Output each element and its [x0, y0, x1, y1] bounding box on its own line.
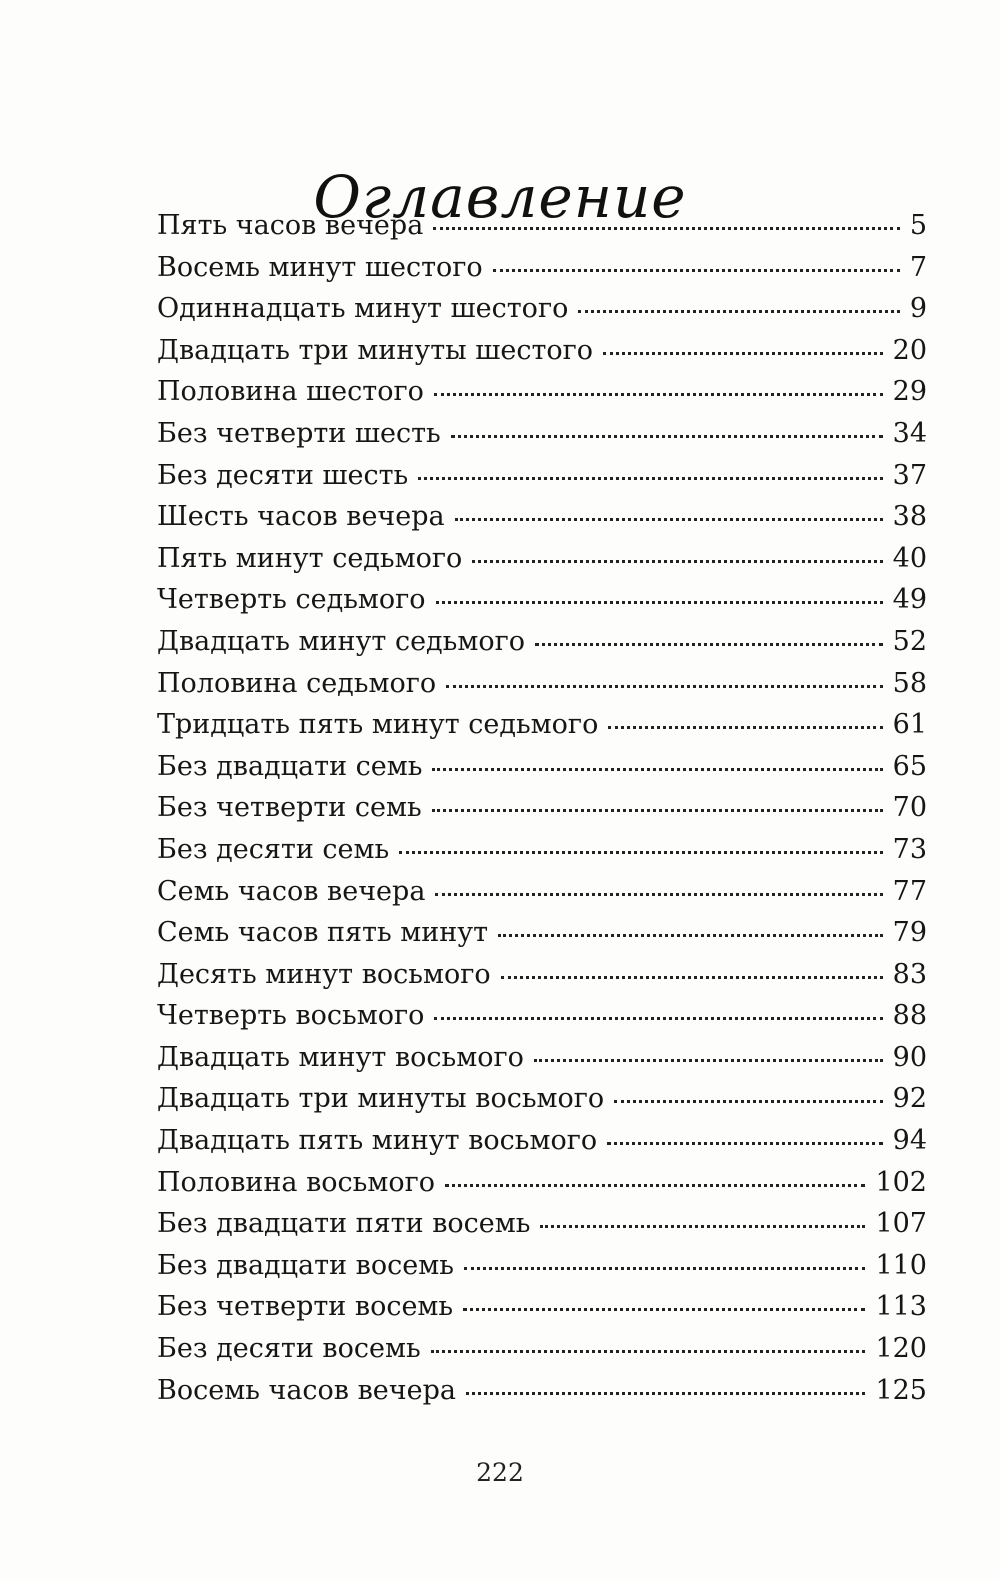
dot-leader	[418, 477, 882, 480]
dot-leader	[451, 435, 883, 438]
toc-entry-title: Четверть седьмого	[157, 584, 426, 616]
toc-entry	[157, 746, 927, 788]
toc-entry-page: 77	[892, 875, 927, 907]
toc-entry	[157, 579, 927, 621]
page-title: Оглавление	[313, 162, 687, 231]
toc-entry-page: 125	[875, 1374, 927, 1406]
dot-leader	[455, 518, 883, 521]
toc-entry-page: 94	[892, 1125, 927, 1157]
toc-entry	[157, 1037, 927, 1079]
toc-entry-title: Без четверти семь	[157, 792, 422, 824]
toc-entry-title: Восемь минут шестого	[157, 251, 483, 283]
toc-entry-page: 79	[892, 917, 927, 949]
toc-entry-page: 90	[892, 1041, 927, 1073]
toc-entry-title: Половина седьмого	[157, 667, 437, 699]
dot-leader	[608, 726, 882, 729]
toc-entry	[157, 1203, 927, 1245]
table-of-contents	[157, 205, 927, 1411]
toc-entry-page: 102	[875, 1166, 927, 1198]
toc-entry-title: Семь часов пять минут	[157, 917, 489, 949]
toc-entry-page: 107	[875, 1208, 927, 1240]
toc-entry-title: Пять часов вечера	[157, 210, 424, 241]
dot-leader	[446, 685, 882, 688]
toc-entry	[157, 205, 927, 247]
toc-entry-page: 20	[892, 334, 927, 366]
toc-entry-title: Двадцать три минуты шестого	[157, 334, 594, 366]
dot-leader	[431, 1350, 866, 1353]
toc-entry-page: 88	[892, 1000, 927, 1032]
toc-entry	[157, 912, 927, 954]
dot-leader	[578, 310, 899, 313]
dot-leader	[433, 227, 900, 230]
toc-entry	[157, 995, 927, 1037]
toc-entry-title: Без четверти восемь	[157, 1291, 454, 1323]
toc-entry	[157, 704, 927, 746]
toc-entry-page: 73	[892, 833, 927, 865]
dot-leader	[464, 1267, 866, 1270]
toc-entry-page: 9	[909, 293, 927, 325]
toc-entry-title: Без двадцати семь	[157, 750, 423, 782]
dot-leader	[434, 393, 883, 396]
toc-entry-page: 110	[875, 1249, 927, 1281]
toc-entry-title: Без двадцати пяти восемь	[157, 1208, 531, 1240]
dot-leader	[614, 1100, 882, 1103]
toc-entry-page: 61	[892, 709, 927, 741]
toc-entry	[157, 247, 927, 289]
toc-entry-title: Без десяти шесть	[157, 459, 409, 491]
toc-entry	[157, 413, 927, 455]
toc-entry	[157, 829, 927, 871]
toc-entry-page: 70	[892, 792, 927, 824]
dot-leader	[535, 643, 883, 646]
toc-entry-page: 49	[892, 584, 927, 616]
toc-entry	[157, 871, 927, 913]
toc-entry-title: Половина восьмого	[157, 1166, 436, 1198]
toc-entry-title: Без четверти шесть	[157, 417, 441, 449]
toc-entry-page: 40	[892, 542, 927, 574]
toc-entry	[157, 1078, 927, 1120]
toc-entry	[157, 787, 927, 829]
dot-leader	[432, 809, 883, 812]
dot-leader	[472, 560, 882, 563]
toc-entry-title: Четверть восьмого	[157, 1000, 425, 1032]
toc-entry-page: 38	[892, 501, 927, 533]
toc-entry-page: 37	[892, 459, 927, 491]
toc-entry	[157, 1162, 927, 1204]
dot-leader	[436, 601, 883, 604]
page-number: 222	[476, 1458, 524, 1487]
dot-leader	[432, 768, 882, 771]
toc-entry	[157, 1245, 927, 1287]
toc-entry-page: 52	[892, 625, 927, 657]
toc-entry	[157, 1370, 927, 1412]
toc-entry-title: Без двадцати восемь	[157, 1249, 454, 1281]
toc-entry	[157, 371, 927, 413]
dot-leader	[498, 934, 883, 937]
toc-entry	[157, 455, 927, 497]
dot-leader	[445, 1184, 865, 1187]
toc-entry-title: Пять минут седьмого	[157, 542, 463, 574]
toc-entry-page: 34	[892, 417, 927, 449]
toc-entry-title: Двадцать три минуты восьмого	[157, 1083, 605, 1115]
dot-leader	[466, 1392, 865, 1395]
toc-entry	[157, 330, 927, 372]
toc-entry-page: 58	[892, 667, 927, 699]
toc-entry	[157, 288, 927, 330]
toc-entry-page: 5	[909, 210, 927, 241]
toc-entry	[157, 538, 927, 580]
toc-entry-title: Восемь часов вечера	[157, 1374, 456, 1406]
dot-leader	[463, 1308, 865, 1311]
dot-leader	[435, 893, 882, 896]
toc-entry	[157, 1286, 927, 1328]
toc-entry-page: 29	[892, 376, 927, 408]
toc-entry-title: Шесть часов вечера	[157, 501, 445, 533]
dot-leader	[399, 851, 882, 854]
toc-entry-title: Десять минут восьмого	[157, 958, 491, 990]
dot-leader	[607, 1142, 883, 1145]
toc-entry-page: 92	[892, 1083, 927, 1115]
dot-leader	[434, 1017, 882, 1020]
toc-entry-page: 113	[875, 1291, 927, 1323]
dot-leader	[603, 352, 883, 355]
toc-entry-title: Тридцать пять минут седьмого	[157, 709, 599, 741]
toc-entry	[157, 1328, 927, 1370]
toc-entry-title: Семь часов вечера	[157, 875, 426, 907]
toc-entry-title: Без десяти семь	[157, 833, 390, 865]
toc-entry	[157, 954, 927, 996]
toc-entry	[157, 1120, 927, 1162]
toc-entry-page: 65	[892, 750, 927, 782]
toc-entry	[157, 663, 927, 705]
toc-entry-page: 7	[909, 251, 927, 283]
toc-entry	[157, 621, 927, 663]
toc-entry-title: Двадцать минут восьмого	[157, 1041, 524, 1073]
dot-leader	[534, 1059, 883, 1062]
dot-leader	[540, 1225, 865, 1228]
dot-leader	[493, 269, 900, 272]
toc-entry-title: Одиннадцать минут шестого	[157, 293, 569, 325]
toc-entry-page: 83	[892, 958, 927, 990]
toc-entry	[157, 496, 927, 538]
toc-entry-title: Без десяти восемь	[157, 1333, 421, 1365]
toc-entry-page: 120	[875, 1333, 927, 1365]
toc-entry-title: Двадцать пять минут восьмого	[157, 1125, 598, 1157]
toc-entry-title: Двадцать минут седьмого	[157, 625, 526, 657]
toc-entry-title: Половина шестого	[157, 376, 424, 408]
dot-leader	[501, 976, 883, 979]
